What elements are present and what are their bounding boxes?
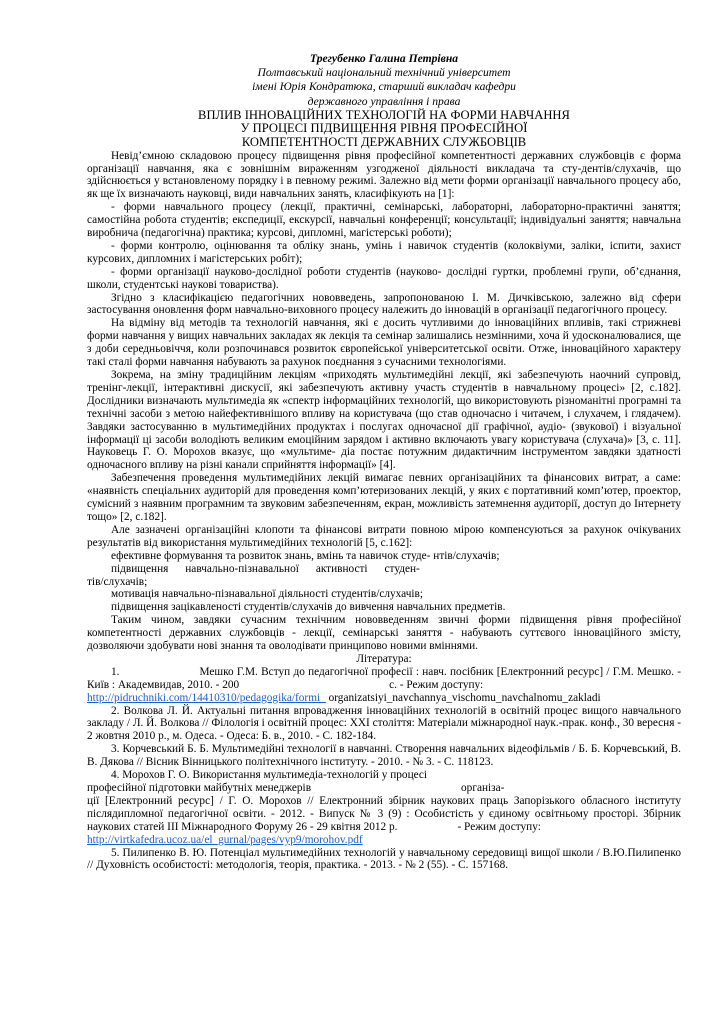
- article-title: ВПЛИВ ІННОВАЦІЙНИХ ТЕХНОЛОГІЙ НА ФОРМИ НАВЧАННЯ: [198, 107, 570, 122]
- ref-text: організа-: [461, 782, 505, 794]
- reference-2: 2. Волкова Л. Й. Актуальні питання впровадження інноваційних технологій в освітній процес вищого навчального закладу / Л. Й. Волкова // Філологія і освітній процес: XXI століття: Матеріали міжнародної наук.-прак. конф., 30 вересня - 2 жовтня 2010 р., м. Одеса. - Одеса: Б. в., 2010. - С. 182-184.: [87, 704, 681, 743]
- ref-text: organizatsiyi_navchannya_vischomu_navchalnomu_zakladi: [325, 691, 601, 704]
- ref-text: - Режим доступу:: [457, 820, 541, 833]
- reference-link[interactable]: http://pidruchniki.com/14410310/pedagogika/formi_: [87, 691, 326, 704]
- paragraph: Невід’ємною складовою процесу підвищення рівня професійної компетентності державних службовців є форма організації навчання, яка є зовнішнім вираженням узгодженої діяльності викладача та сту-дентів/слухачів, що здійснюється у встановленому порядку і в певному режимі. Залежно від мети форми організації навчального процесу або, як ще їх визначають науковці, види навчальних занять, класифікують на [1]:: [87, 149, 681, 201]
- ref-text: с. - Режим доступу:: [389, 678, 484, 691]
- list-item: тів/слухачів;: [87, 575, 148, 588]
- paragraph: На відміну від методів та технологій навчання, які є досить чутливими до інноваційних впливів, такі стрижневі форми навчання у вищих навчальних закладах як лекція та семінар залишались незмінними, хоча й удосконалювалися, ще з доби середньовіччя, коли розпочинався розвиток європейської університетської освіти. Отже, інноваційного характеру такі сталі форми навчання набувають за рахунок поєднання з сучасними технологіями.: [87, 317, 681, 369]
- reference-4-body: [87, 795, 681, 834]
- list-item: ефективне формування та розвиток знань, вмінь та навичок студе- нтів/слухачів;: [111, 549, 500, 562]
- reference-link[interactable]: http://virtkafedra.ucoz.ua/el_gurnal/pages/vyp9/morohov.pdf: [87, 833, 363, 846]
- article-title: КОМПЕТЕНТНОСТІ ДЕРЖАВНИХ СЛУЖБОВЦІВ: [241, 135, 527, 149]
- article-title: У ПРОЦЕСІ ПІДВИЩЕННЯ РІВНЯ ПРОФЕСІЙНОЇ: [240, 121, 528, 136]
- ref-text: професійної підготовки майбутніх менеджерів: [87, 782, 312, 794]
- reference-4: 4. Морохов Г. О. Використання мультимедіа-технологій у процесі: [111, 769, 428, 782]
- list-item: - форми організації науково-дослідної роботи студентів (науково- дослідні гуртки, проблемні групи, об’єднання, школи, студентські наукові товариства).: [87, 265, 681, 291]
- ref-text: ції [Електронний ресурс] / Г. О. Морохов // Електронний збірник наукових праць Запорізького обласного інституту післядипломної педагогічної освіти. - 2012. - Випуск № 3 (9) : Особистість у єдиному освітньому просторі. Збірник наукових статей ІІІ Міжнародного Форуму 26 - 29 квітня 2012 р.: [87, 794, 681, 833]
- affiliation-line: імені Юрія Кондратюка, старший викладач кафедри: [252, 80, 516, 94]
- paragraph: Але зазначені організаційні клопоти та фінансові витрати повною мірою компенсуються за рахунок очікуваних результатів від використання мультимедійних технологій [5, с.162]:: [87, 523, 681, 549]
- literature-heading: Література:: [356, 652, 412, 665]
- list-item: - форми навчального процесу (лекції, практичні, семінарські, лабораторні, лабораторно-практичні заняття; самостійна робота студентів; експедиції, екскурсії, навчальні конференції; консультації; індивідуальні заняття; навчальна виробнича (педагогічна) практика; курсові, дипломні, магістерські роботи);: [87, 201, 681, 240]
- author-name: Трегубенко Галина Петрівна: [309, 52, 459, 65]
- paragraph: Зокрема, на зміну традиційним лекціям «приходять мультимедійні лекції, які забезпечують наочний супровід, тренінг-лекції, інтерактивні дискусії, які забезпечують активну участь студентів в навчальному процесі» [2, с.182]. Дослідники визначають мультимедіа як «спектр інформаційних технологій, що використовують різноманітні програмні та технічні засоби з метою найефективнішого впливу на користувача (що став одночасно і читачем, і слухачем, і глядачем). Завдяки застосуванню в мультимедійних продуктах і послугах одночасної дії графічної, аудіо- (звукової) і візуальної інформації ці засоби володіють великим емоційним зарядом і активно включають увагу користувача (слухача)» [3, с. 11]. Науковець Г. О. Морохов вказує, що «мультиме- діа постає потужним дидактичним інструментом завдяки здатності одночасного впливу на різні канали сприйняття інформації» [4].: [87, 369, 681, 472]
- reference-4-link-line: [87, 834, 681, 847]
- list-item: - форми контролю, оцінювання та обліку знань, умінь і навичок студентів (колоквіуми, заліки, іспити, захист курсових, дипломних і магістерських робіт);: [87, 239, 681, 265]
- affiliation-line: Полтавський національний технічний університет: [257, 66, 511, 80]
- reference-3: 3. Корчевський Б. Б. Мультимедійні технології в навчанні. Створення навчальних відеофільмів / Б. Б. Корчевський, В. В. Дякова // Вісник Вінницького політехнічного інституту. - 2010. - № 3. - С. 118123.: [87, 743, 681, 769]
- list-item: підвищення зацікавленості студентів/слухачів до вивчення навчальних предметів.: [111, 601, 506, 614]
- list-item: підвищення навчально-пізнавальної активності студен-: [111, 562, 420, 575]
- list-item: мотивація навчально-пізнавальної діяльності студентів/слухачів;: [111, 588, 423, 601]
- document-page: [87, 52, 681, 872]
- paragraph: Згідно з класифікацією педагогічних нововведень, запропонованою І. М. Дичківською, залежно від сфери застосування оновлення форм навчально-виховного процесу належить до інновацій в організації педагогічного процесу.: [87, 291, 681, 317]
- reference-5: 5. Пилипенко В. Ю. Потенціал мультимедійних технологій у навчальному середовищі вищої школи / В.Ю.Пилипенко // Духовність особистості: методологія, теорія, практика. - 2013. - № 2 (55). - С. 157168.: [87, 846, 681, 872]
- ref-number: 1.: [111, 665, 120, 678]
- paragraph: Забезпечення проведення мультимедійних лекцій вимагає певних організаційних та фінансових витрат, а саме: «наявність спеціальних аудиторій для проведення комп’ютеризованих лекцій, у яких є портативний комп’ютер, проектор, сумісний з наявним програмним та звуковим забезпеченням, екран, можливість затемнення аудиторії, доступ до Інтернету тощо» [2, с.182].: [87, 472, 681, 523]
- reference-4-line: [87, 782, 681, 795]
- reference-1: [87, 666, 681, 692]
- affiliation-line: державного управління і права: [307, 94, 461, 108]
- paragraph: Таким чином, завдяки сучасним технічним нововведенням звичні форми підвищення рівня професійної компетентності державних службовців - лекції, семінарські заняття - набувають суттєвого інноваційного змісту, дозволяючи здобувати нові знання та оволодівати принципово новими вміннями.: [87, 614, 681, 653]
- ref-text: Мешко Г.М. Вступ до педагогічної професії : навч. посібник [Електронний ресурс] / Г.М. Мешко. - Київ : Академвидав, 2010. - 200: [87, 665, 681, 691]
- reference-1-link-line: [87, 692, 681, 705]
